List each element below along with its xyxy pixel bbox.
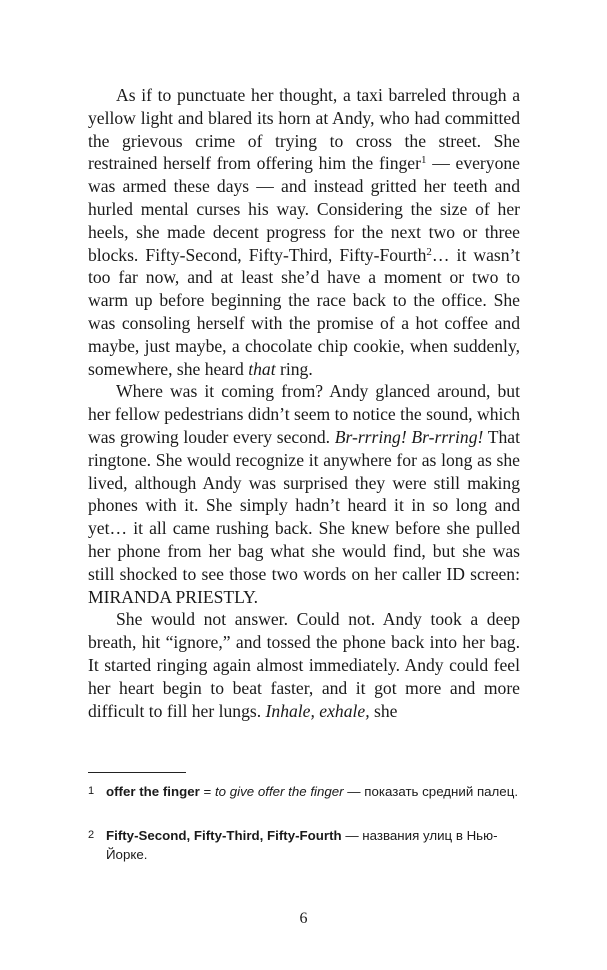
paragraph-2-text-b: That ringtone. She would recognize it anywhere for as long as she lived, although Andy was surprised they were still making phones with it. She simply hadn’t heard it in so long and yet… it all came rushing back. She knew before she pulled her phone from her bag what she would find, but she was still shocked to see those two words on her caller ID screen: MIRANDA PRIESTLY.	[88, 426, 520, 607]
paragraph-2	[88, 380, 520, 608]
paragraph-1-text-b: — everyone was armed these days — and instead gritted her teeth and hurled mental curses his way. Considering the size of her heels, she made decent progress for the next two or three blocks. Fifty-Second, Fifty-Third, Fifty-Fourth	[88, 153, 520, 265]
footnote-ref-2: 2	[426, 245, 432, 258]
page-number: 6	[299, 910, 308, 927]
paragraph-3-text-a: She would not answer. Could not. Andy took a deep breath, hit “ignore,” and tossed the phone back into her bag. It started ringing again almost immediately. Andy could feel her heart begin to beat faster, and it got more and more difficult to fill her lungs.	[88, 609, 520, 721]
paragraph-1-text-a: As if to punctuate her thought, a taxi barreled through a yellow light and blared its horn at Andy, who had committed the grievous crime of trying to cross the street. She restrained herself from offering him the finger	[88, 85, 520, 174]
footnote-1-equals: =	[199, 784, 215, 799]
paragraph-1-emphasis: that	[248, 358, 276, 379]
footnote-1-term: offer the finger	[106, 784, 200, 799]
footnote-1-translation: — показать средний палец.	[343, 784, 519, 799]
paragraph-1-text-c: … it wasn’t too far now, and at least she’d have a moment or two to warm up before beginning the race back to the office. She was consoling herself with the promise of a hot coffee and maybe, just maybe, a chocolate chip cookie, when suddenly, somewhere, she heard	[88, 244, 520, 379]
footnote-1-phrase: to give offer the finger	[214, 784, 344, 799]
footnote-ref-1: 1	[420, 154, 427, 167]
paragraph-3-emphasis: Inhale, exhale,	[265, 700, 370, 721]
footnote-2	[88, 826, 520, 864]
paragraph-2-text-a: Where was it coming from? Andy glanced around, but her fellow pedestrians didn’t seem to notice the sound, which was growing louder every second.	[88, 381, 520, 447]
footnote-1-number: 1	[88, 785, 95, 797]
paragraph-1	[88, 84, 520, 380]
footnote-1	[88, 782, 520, 801]
paragraph-3	[88, 608, 520, 722]
main-text	[88, 84, 520, 722]
paragraph-3-text-b: she	[369, 700, 398, 721]
footnote-2-term: Fifty-Second, Fifty-Third, Fifty-Fourth	[106, 828, 342, 843]
footnote-2-number: 2	[88, 829, 95, 841]
paragraph-1-text-d: ring.	[275, 358, 313, 379]
footnote-2-translation: — названия улиц в Нью-Йорке.	[106, 828, 498, 862]
footnote-separator	[88, 772, 186, 773]
paragraph-2-emphasis: Br-rrring! Br-rrring!	[334, 426, 484, 447]
